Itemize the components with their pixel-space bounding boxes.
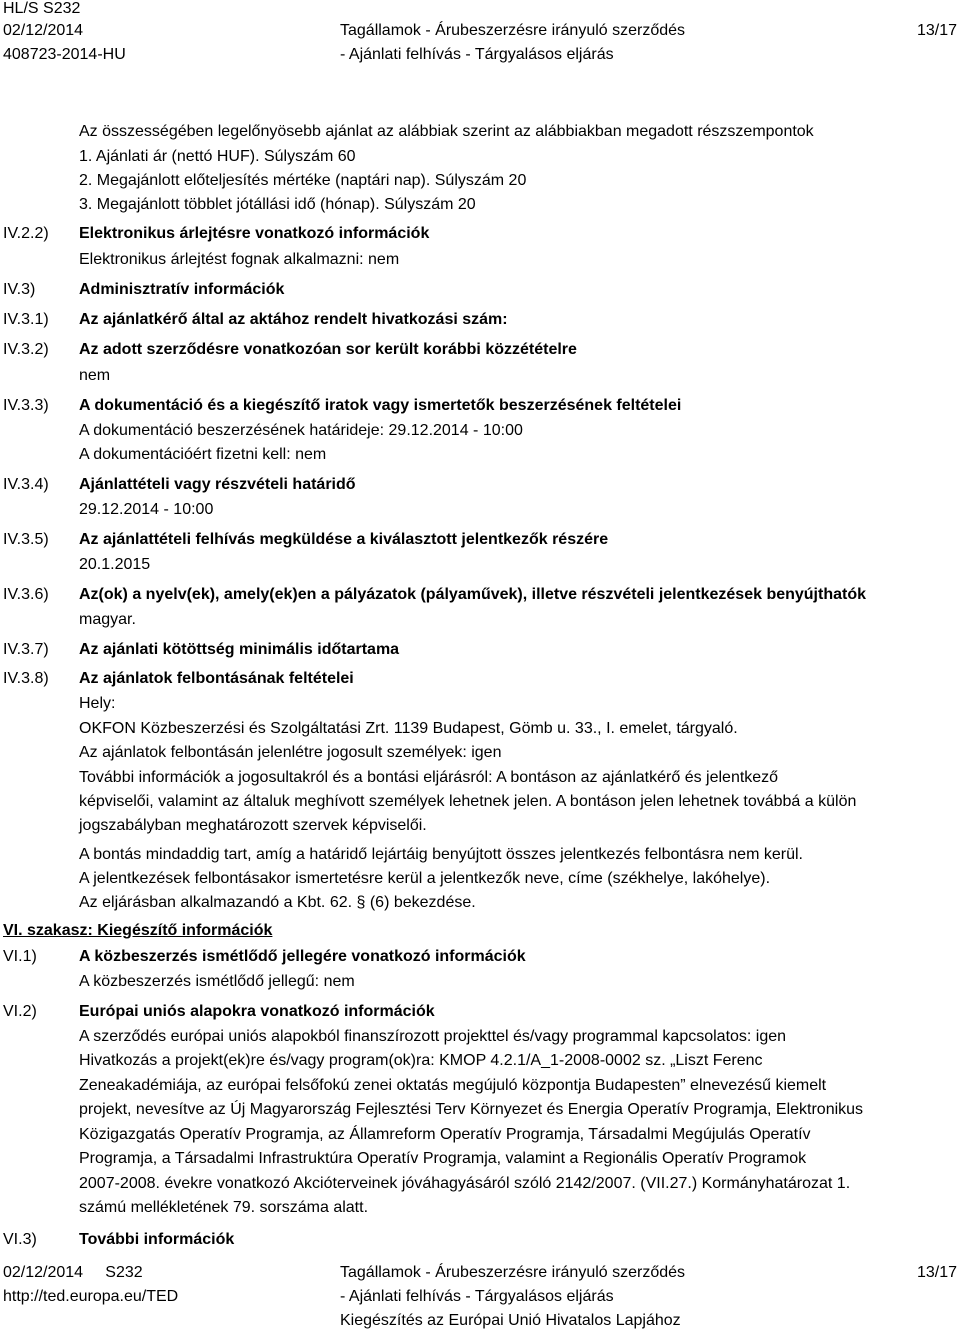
text-line: nem	[79, 367, 111, 384]
section-number: IV.3.5)	[3, 531, 49, 548]
text-line: Az eljárásban alkalmazandó a Kbt. 62. § (6) bekezdése.	[79, 894, 476, 911]
section-title: VI. szakasz: Kiegészítő információk	[3, 922, 273, 939]
text-line: 1. Ajánlati ár (nettó HUF). Súlyszám 60	[79, 148, 356, 165]
section-heading: Az(ok) a nyelv(ek), amely(ek)en a pályázatok (pályaművek), illetve részvételi jelentkezések benyújthatók	[79, 586, 866, 603]
text-line: számú mellékletének 79. sorszáma alatt.	[79, 1199, 369, 1216]
text-line: 2. Megajánlott előteljesítés mértéke (naptári nap). Súlyszám 20	[79, 172, 527, 189]
text-line: projekt, nevesítve az Új Magyarország Fejlesztési Terv Környezet és Energia Operatív Programja, Elektronikus	[79, 1101, 864, 1118]
page-footer	[0, 1264, 960, 1334]
text-line: Zeneakadémiája, az európai felsőfokú zenei oktatás megújuló központja Budapesten” elnevezésű kiemelt	[79, 1077, 827, 1094]
section-number: VI.2)	[3, 1003, 37, 1020]
section-number: IV.3.7)	[3, 641, 49, 658]
section-heading: Az ajánlatkérő által az aktához rendelt hivatkozási szám:	[79, 311, 508, 328]
footer-title-line3: Kiegészítés az Európai Unió Hivatalos Lapjához	[340, 1312, 681, 1329]
section-heading: Adminisztratív információk	[79, 281, 285, 298]
text-line: További információk a jogosultakról és a bontási eljárásról: A bontáson az ajánlatkérő és jelentkező	[79, 769, 779, 786]
section-number: IV.3)	[3, 281, 36, 298]
text-line: A bontás mindaddig tart, amíg a határidő lejártáig benyújtott összes jelentkezés felbontásra nem kerül.	[79, 846, 803, 863]
section-number: IV.2.2)	[3, 225, 49, 242]
section-number: IV.3.8)	[3, 670, 49, 687]
section-number: VI.3)	[3, 1231, 37, 1248]
text-line: A szerződés európai uniós alapokból finanszírozott projekttel és/vagy programmal kapcsolatos: igen	[79, 1028, 787, 1045]
text-line: Hivatkozás a projekt(ek)re és/vagy program(ok)ra: KMOP 4.2.1/A_1-2008-0002 sz. „Liszt Ferenc	[79, 1052, 763, 1069]
section-heading: Az ajánlatok felbontásának feltételei	[79, 670, 354, 687]
section-heading: Az ajánlati kötöttség minimális időtartama	[79, 641, 400, 658]
text-line: 3. Megajánlott többlet jótállási idő (hónap). Súlyszám 20	[79, 196, 476, 213]
text-line: Az összességében legelőnyösebb ajánlat az alábbiak szerint az alábbiakban megadott részszempontok	[79, 123, 814, 140]
text-line: Elektronikus árlejtést fognak alkalmazni: nem	[79, 251, 400, 268]
section-number: IV.3.2)	[3, 341, 49, 358]
text-line: képviselői, valamint az általuk meghívott személyek lehetnek jelen. A bontáson jelen lehetnek továbbá a külön	[79, 793, 857, 810]
section-heading: Elektronikus árlejtésre vonatkozó információk	[79, 225, 430, 242]
section-heading: Ajánlattételi vagy részvételi határidő	[79, 476, 356, 493]
header-title-line1: Tagállamok - Árubeszerzésre irányuló szerződés	[340, 22, 686, 39]
header-date: 02/12/2014	[3, 22, 84, 39]
section-number: VI.1)	[3, 948, 37, 965]
text-line: 29.12.2014 - 10:00	[79, 501, 214, 518]
text-line: Programja, a Társadalmi Infrastruktúra Operatív Programja, valamint a Regionális Operatív Programok	[79, 1150, 807, 1167]
header-ref: 408723-2014-HU	[3, 46, 126, 63]
text-line: Közigazgatás Operatív Programja, az Államreform Operatív Programja, Társadalmi Megújulás Operatív	[79, 1126, 811, 1143]
footer-page-number: 13/17	[916, 1264, 957, 1281]
footer-date-code: 02/12/2014 S232	[3, 1264, 143, 1281]
footer-url[interactable]: http://ted.europa.eu/TED	[3, 1288, 179, 1305]
text-line: jogszabályban meghatározott szervek képviselői.	[79, 817, 427, 834]
text-line: A dokumentáció beszerzésének határideje: 29.12.2014 - 10:00	[79, 422, 523, 439]
section-heading: Európai uniós alapokra vonatkozó információk	[79, 1003, 435, 1020]
doc-code: HL/S S232	[3, 0, 81, 17]
section-heading: Az adott szerződésre vonatkozóan sor került korábbi közzétételre	[79, 341, 577, 358]
text-line: 20.1.2015	[79, 556, 151, 573]
section-heading: A közbeszerzés ismétlődő jellegére vonatkozó információk	[79, 948, 526, 965]
section-number: IV.3.6)	[3, 586, 49, 603]
text-line: Hely:	[79, 695, 116, 712]
section-number: IV.3.1)	[3, 311, 49, 328]
section-heading: További információk	[79, 1231, 235, 1248]
footer-title-line1: Tagállamok - Árubeszerzésre irányuló szerződés	[340, 1264, 686, 1281]
text-line: magyar.	[79, 611, 136, 628]
section-number: IV.3.3)	[3, 397, 49, 414]
section-heading: A dokumentáció és a kiegészítő iratok vagy ismertetők beszerzésének feltételei	[79, 397, 682, 414]
header-title-line2: - Ajánlati felhívás - Tárgyalásos eljárás	[340, 46, 614, 63]
section-heading: Az ajánlattételi felhívás megküldése a kiválasztott jelentkezők részére	[79, 531, 609, 548]
text-line: A közbeszerzés ismétlődő jellegű: nem	[79, 973, 355, 990]
header-page-number: 13/17	[916, 22, 957, 39]
text-line: A jelentkezések felbontásakor ismertetésre kerül a jelentkezők neve, címe (székhelye, lakóhelye).	[79, 870, 771, 887]
text-line: A dokumentációért fizetni kell: nem	[79, 446, 327, 463]
section-number: IV.3.4)	[3, 476, 49, 493]
footer-title-line2: - Ajánlati felhívás - Tárgyalásos eljárás	[340, 1288, 614, 1305]
text-line: OKFON Közbeszerzési és Szolgáltatási Zrt. 1139 Budapest, Gömb u. 33., I. emelet, tárgyaló.	[79, 720, 738, 737]
text-line: Az ajánlatok felbontásán jelenlétre jogosult személyek: igen	[79, 744, 502, 761]
page-header	[0, 0, 960, 70]
text-line: 2007-2008. évekre vonatkozó Akcióterveinek jóváhagyásáról szóló 2142/2007. (VII.27.) Kormányhatározat 1.	[79, 1175, 851, 1192]
